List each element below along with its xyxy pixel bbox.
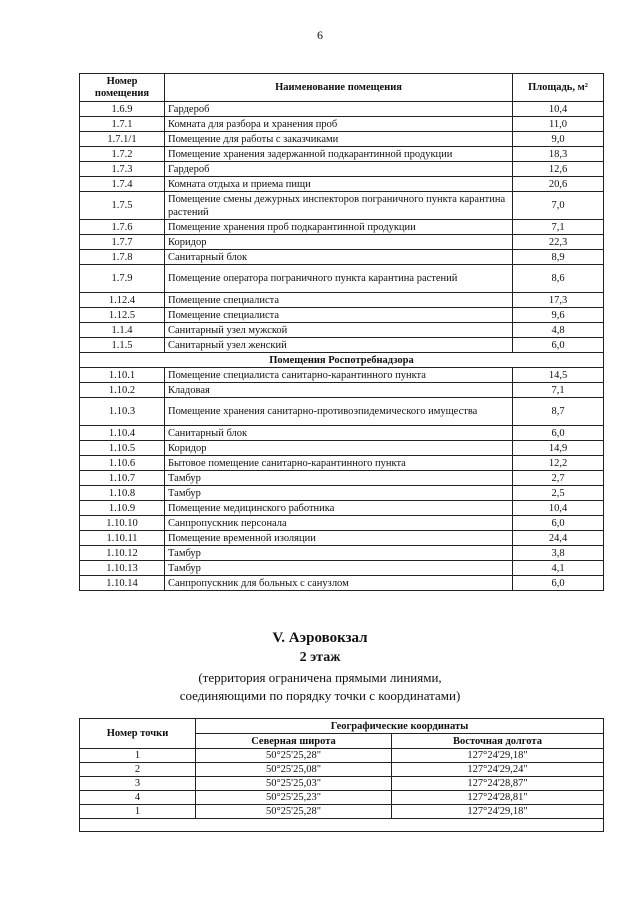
- room-name: Бытовое помещение санитарно-карантинного пункта: [165, 456, 513, 471]
- table-row: [80, 805, 604, 819]
- room-area: 9,6: [513, 308, 604, 323]
- table-row: [80, 791, 604, 805]
- room-area: 9,0: [513, 132, 604, 147]
- room-name: Помещение хранения проб подкарантинной продукции: [165, 220, 513, 235]
- table-row: [80, 132, 604, 147]
- north-latitude: 50°25'25,03": [196, 777, 392, 791]
- room-number: 1.7.9: [80, 265, 165, 293]
- room-area: 18,3: [513, 147, 604, 162]
- header-north-latitude: Северная широта: [196, 734, 392, 749]
- north-latitude: 50°25'25,08": [196, 763, 392, 777]
- room-number: 1.10.6: [80, 456, 165, 471]
- point-number: 3: [80, 777, 196, 791]
- room-number: 1.7.5: [80, 192, 165, 220]
- room-area: 2,7: [513, 471, 604, 486]
- room-area: 20,6: [513, 177, 604, 192]
- table-row: [80, 250, 604, 265]
- table-row: [80, 117, 604, 132]
- section-description-line2: соединяющими по порядку точки с координатами): [179, 688, 461, 703]
- room-number: 1.7.3: [80, 162, 165, 177]
- room-name: Санитарный блок: [165, 426, 513, 441]
- point-number: 4: [80, 791, 196, 805]
- room-number: 1.10.3: [80, 398, 165, 426]
- room-name: Помещение временной изоляции: [165, 531, 513, 546]
- room-name: Кладовая: [165, 383, 513, 398]
- table-row: [80, 338, 604, 353]
- header-room-name: Наименование помещения: [165, 74, 513, 102]
- room-number: 1.7.1: [80, 117, 165, 132]
- rooms-table-header: [80, 74, 604, 102]
- header-geo-coordinates: Географические координаты: [196, 719, 604, 734]
- room-area: 8,9: [513, 250, 604, 265]
- room-name: Гардероб: [165, 162, 513, 177]
- room-number: 1.10.4: [80, 426, 165, 441]
- room-number: 1.12.4: [80, 293, 165, 308]
- room-name: Санитарный узел мужской: [165, 323, 513, 338]
- table-row: [80, 293, 604, 308]
- floor-heading: 2 этаж: [299, 650, 341, 665]
- north-latitude: 50°25'25,28": [196, 749, 392, 763]
- room-number: 1.1.4: [80, 323, 165, 338]
- table-row: [80, 749, 604, 763]
- table-row: [80, 220, 604, 235]
- room-number: 1.7.6: [80, 220, 165, 235]
- table-row: [80, 441, 604, 456]
- room-number: 1.10.12: [80, 546, 165, 561]
- east-longitude: 127°24'28,87": [392, 777, 604, 791]
- room-number: 1.10.14: [80, 576, 165, 591]
- table-row: [80, 516, 604, 531]
- east-longitude: 127°24'29,18": [392, 749, 604, 763]
- table-row: [80, 501, 604, 516]
- room-area: 6,0: [513, 426, 604, 441]
- room-number: 1.10.13: [80, 561, 165, 576]
- room-name: Тамбур: [165, 471, 513, 486]
- table-row: [80, 383, 604, 398]
- page-number: 6: [317, 28, 323, 42]
- room-number: 1.1.5: [80, 338, 165, 353]
- table-row: [80, 235, 604, 250]
- room-name: Коридор: [165, 235, 513, 250]
- table-row: [80, 531, 604, 546]
- header-room-area: Площадь, м²: [513, 74, 604, 102]
- room-area: 22,3: [513, 235, 604, 250]
- room-number: 1.10.8: [80, 486, 165, 501]
- room-number: 1.10.11: [80, 531, 165, 546]
- table-row: [80, 486, 604, 501]
- room-area: 11,0: [513, 117, 604, 132]
- east-longitude: 127°24'28,81": [392, 791, 604, 805]
- room-name: Санпропускник персонала: [165, 516, 513, 531]
- room-area: 14,5: [513, 368, 604, 383]
- room-name: Гардероб: [165, 102, 513, 117]
- coords-empty-row: [80, 819, 604, 832]
- room-area: 7,1: [513, 220, 604, 235]
- room-name: Тамбур: [165, 561, 513, 576]
- room-number: 1.7.7: [80, 235, 165, 250]
- room-number: 1.6.9: [80, 102, 165, 117]
- table-row: [80, 777, 604, 791]
- table-row: [80, 102, 604, 117]
- coordinates-table: [79, 718, 604, 832]
- room-area: 6,0: [513, 338, 604, 353]
- room-area: 6,0: [513, 516, 604, 531]
- room-area: 8,7: [513, 398, 604, 426]
- room-area: 10,4: [513, 501, 604, 516]
- room-name: Помещение специалиста: [165, 308, 513, 323]
- room-area: 2,5: [513, 486, 604, 501]
- section-row: [80, 353, 604, 368]
- room-number: 1.10.1: [80, 368, 165, 383]
- room-number: 1.12.5: [80, 308, 165, 323]
- header-east-longitude: Восточная долгота: [392, 734, 604, 749]
- east-longitude: 127°24'29,24": [392, 763, 604, 777]
- room-number: 1.10.5: [80, 441, 165, 456]
- table-row: [80, 456, 604, 471]
- empty-cell: [80, 819, 604, 832]
- room-name: Комната для разбора и хранения проб: [165, 117, 513, 132]
- room-area: 3,8: [513, 546, 604, 561]
- table-row: [80, 561, 604, 576]
- room-name: Санпропускник для больных с санузлом: [165, 576, 513, 591]
- room-number: 1.10.7: [80, 471, 165, 486]
- room-name: Помещение оператора пограничного пункта карантина растений: [165, 265, 513, 293]
- point-number: 2: [80, 763, 196, 777]
- room-name: Помещение хранения санитарно-противоэпидемического имущества: [165, 398, 513, 426]
- room-area: 4,1: [513, 561, 604, 576]
- coords-header-row-1: [80, 719, 604, 734]
- north-latitude: 50°25'25,23": [196, 791, 392, 805]
- room-area: 6,0: [513, 576, 604, 591]
- room-number: 1.7.8: [80, 250, 165, 265]
- point-number: 1: [80, 805, 196, 819]
- table-row: [80, 763, 604, 777]
- room-area: 24,4: [513, 531, 604, 546]
- north-latitude: 50°25'25,28": [196, 805, 392, 819]
- room-area: 10,4: [513, 102, 604, 117]
- east-longitude: 127°24'29,18": [392, 805, 604, 819]
- table-row: [80, 471, 604, 486]
- section-title-rospotrebnadzor: Помещения Роспотребнадзора: [80, 353, 604, 368]
- room-area: 8,6: [513, 265, 604, 293]
- table-row: [80, 426, 604, 441]
- room-number: 1.7.2: [80, 147, 165, 162]
- header-point-number: Номер точки: [80, 719, 196, 749]
- section-heading: V. Аэровокзал: [272, 630, 368, 646]
- table-row: [80, 177, 604, 192]
- table-row: [80, 308, 604, 323]
- table-row: [80, 147, 604, 162]
- room-area: 7,0: [513, 192, 604, 220]
- section-description-line1: (территория ограничена прямыми линиями,: [198, 670, 442, 685]
- room-area: 14,9: [513, 441, 604, 456]
- point-number: 1: [80, 749, 196, 763]
- header-room-number: Номер помещения: [80, 74, 165, 102]
- table-row: [80, 192, 604, 220]
- rooms-table: [79, 73, 604, 591]
- room-name: Помещение специалиста: [165, 293, 513, 308]
- room-number: 1.7.4: [80, 177, 165, 192]
- table-row: [80, 576, 604, 591]
- room-area: 17,3: [513, 293, 604, 308]
- room-name: Помещение специалиста санитарно-карантинного пункта: [165, 368, 513, 383]
- room-name: Помещение медицинского работника: [165, 501, 513, 516]
- room-name: Комната отдыха и приема пищи: [165, 177, 513, 192]
- room-name: Помещение смены дежурных инспекторов пограничного пункта карантина растений: [165, 192, 513, 220]
- table-row: [80, 323, 604, 338]
- table-row: [80, 398, 604, 426]
- room-area: 12,2: [513, 456, 604, 471]
- table-row: [80, 368, 604, 383]
- table-row: [80, 546, 604, 561]
- room-area: 4,8: [513, 323, 604, 338]
- room-name: Тамбур: [165, 546, 513, 561]
- room-area: 12,6: [513, 162, 604, 177]
- room-name: Санитарный блок: [165, 250, 513, 265]
- room-name: Тамбур: [165, 486, 513, 501]
- room-name: Помещение для работы с заказчиками: [165, 132, 513, 147]
- table-row: [80, 162, 604, 177]
- room-number: 1.10.9: [80, 501, 165, 516]
- room-name: Коридор: [165, 441, 513, 456]
- room-name: Санитарный узел женский: [165, 338, 513, 353]
- room-area: 7,1: [513, 383, 604, 398]
- room-number: 1.10.2: [80, 383, 165, 398]
- room-name: Помещение хранения задержанной подкарантинной продукции: [165, 147, 513, 162]
- room-number: 1.10.10: [80, 516, 165, 531]
- table-row: [80, 265, 604, 293]
- room-number: 1.7.1/1: [80, 132, 165, 147]
